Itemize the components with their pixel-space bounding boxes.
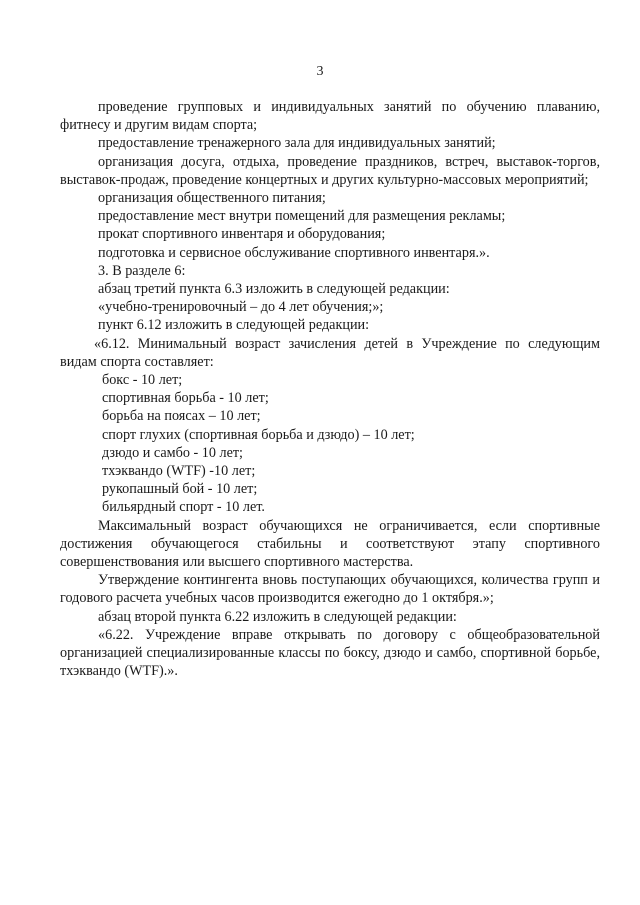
list-item: тхэквандо (WTF) -10 лет; — [102, 463, 256, 480]
paragraph-clause-6-12: пункт 6.12 изложить в следующей редакции: — [98, 317, 370, 334]
paragraph-clause-6-3: абзац третий пункта 6.3 изложить в следующей редакции: — [98, 281, 450, 298]
page-number: 3 — [316, 64, 324, 79]
list-item: рукопашный бой - 10 лет; — [102, 481, 258, 498]
list-item: спортивная борьба - 10 лет; — [102, 390, 269, 407]
list-item: борьба на поясах – 10 лет; — [102, 408, 261, 425]
paragraph-rental: прокат спортивного инвентаря и оборудования; — [98, 226, 386, 243]
list-item: бокс - 10 лет; — [102, 372, 183, 389]
document-body — [60, 98, 600, 681]
list-item: спорт глухих (спортивная борьба и дзюдо) – 10 лет; — [102, 426, 415, 443]
paragraph-service: подготовка и сервисное обслуживание спортивного инвентаря.». — [98, 244, 490, 261]
paragraph-max-age: Максимальный возраст обучающихся не ограничивается, если спортивные достижения обучающегося стабильны и соответствуют этапу спортивного совершенствования или высшего спортивного мастерства. — [60, 517, 600, 571]
paragraph-leisure: организация досуга, отдыха, проведение праздников, встреч, выставок-торгов, выставок-продаж, проведение концертных и других культурно-массовых мероприятий; — [60, 153, 600, 188]
paragraph-advertising: предоставление мест внутри помещений для размещения рекламы; — [98, 208, 506, 225]
paragraph-specialized-classes: «6.22. Учреждение вправе открывать по договору с общеобразовательной организацией специализированные классы по боксу, дзюдо и самбо, спортивной борьбе, тхэквандо (WTF).». — [60, 626, 600, 680]
paragraph-gym: предоставление тренажерного зала для индивидуальных занятий; — [98, 135, 496, 152]
paragraph-catering: организация общественного питания; — [98, 190, 326, 207]
paragraph-min-age: «6.12. Минимальный возраст зачисления детей в Учреждение по следующим видам спорта составляет: — [60, 335, 600, 370]
sports-age-list — [60, 371, 600, 517]
list-item: дзюдо и самбо - 10 лет; — [102, 444, 244, 461]
paragraph-swimming-fitness: проведение групповых и индивидуальных занятий по обучению плаванию, фитнесу и другим видам спорта; — [60, 99, 600, 134]
paragraph-clause-6-22: абзац второй пункта 6.22 изложить в следующей редакции: — [98, 608, 457, 625]
paragraph-section-6: 3. В разделе 6: — [98, 262, 186, 279]
list-item: бильярдный спорт - 10 лет. — [102, 499, 265, 516]
paragraph-training-term: «учебно-тренировочный – до 4 лет обучения;»; — [98, 299, 384, 316]
paragraph-contingent: Утверждение контингента вновь поступающих обучающихся, количества групп и годового расчета учебных часов производится ежегодно до 1 октября.»; — [60, 572, 600, 607]
